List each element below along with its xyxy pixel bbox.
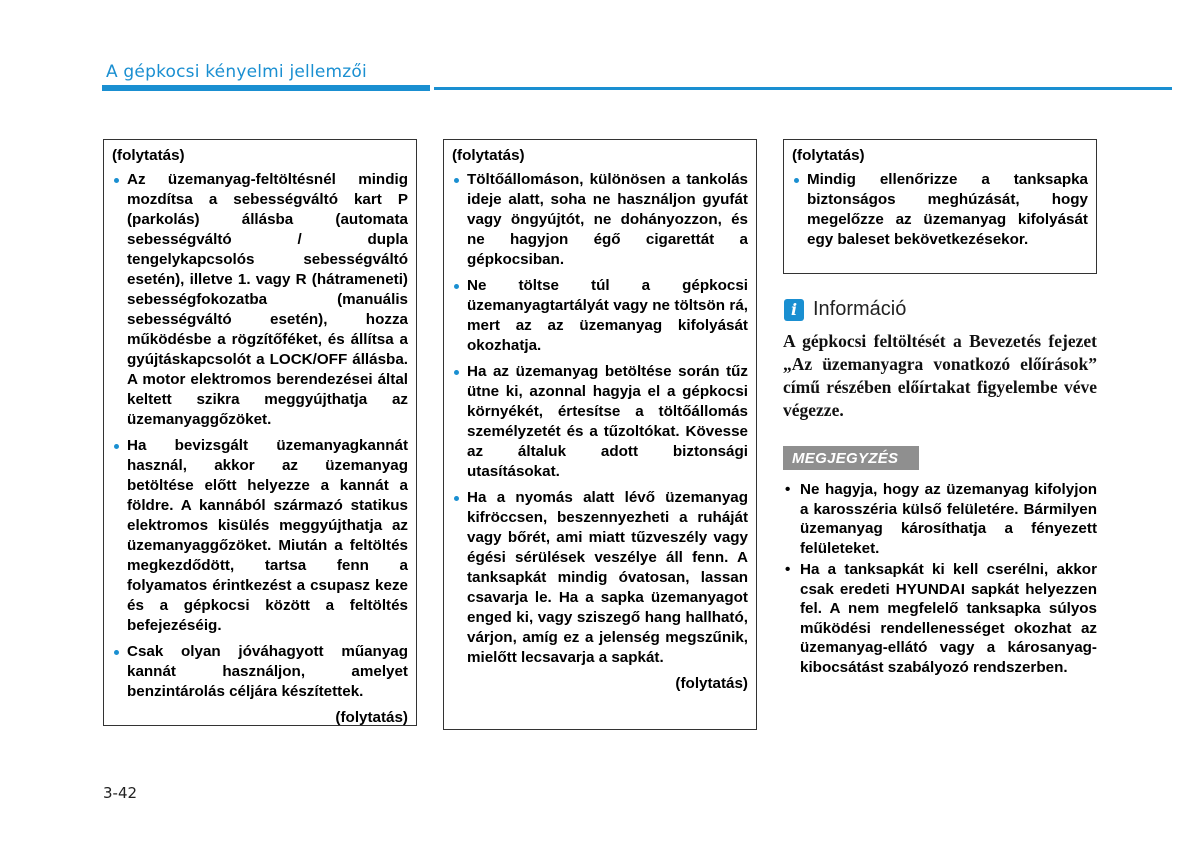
info-title: Információ	[813, 298, 907, 320]
warning-box-3	[783, 139, 1097, 274]
warning-list-1	[112, 170, 408, 702]
section-title: A gépkocsi kényelmi jellemzői	[106, 62, 367, 82]
continued-label-top: (folytatás)	[112, 147, 185, 164]
list-item: Töltőállomáson, különösen a tankolás ideje alatt, soha ne használjon gyufát vagy öngyújtót, ne dohányozzon, és ne hagyjon égő cigarettát a gépkocsiban.	[452, 170, 748, 270]
info-icon: i	[784, 299, 804, 321]
list-item: Ha bevizsgált üzemanyagkannát használ, akkor az üzemanyag betöltése előtt helyezze a kannát a földre. A kannából származó statikus elektromos kisülés meggyújthatja az üzemanyaggőzöket. Miután a feltöltés megkezdődött, tartsa fenn a folyamatos érintkezést a csupasz keze és a gépkocsi között a feltöltés befejezéséig.	[112, 436, 408, 636]
warning-list-3	[792, 170, 1088, 250]
list-item: Csak olyan jóváhagyott műanyag kannát használjon, amelyet benzintárolás céljára készítettek.	[112, 642, 408, 702]
warning-list-2	[452, 170, 748, 668]
list-item: Ha az üzemanyag betöltése során tűz ütne ki, azonnal hagyja el a gépkocsi környékét, értesítse a töltőállomás személyzetét és a tűzoltókat. Kövesse az általuk adott biztonsági utasításokat.	[452, 362, 748, 482]
warning-box-1	[103, 139, 417, 726]
list-item: Ne töltse túl a gépkocsi üzemanyagtartályát vagy ne töltsön rá, mert az az üzemanyag kifolyását okozhatja.	[452, 276, 748, 356]
note-list	[783, 480, 1097, 679]
continued-label-top: (folytatás)	[792, 147, 865, 164]
warning-box-2	[443, 139, 757, 730]
info-text: A gépkocsi feltöltését a Bevezetés fejezet „Az üzemanyagra vonatkozó előírások” című részében előírtakat figyelembe véve végezze.	[783, 331, 1097, 420]
continued-label-bottom: (folytatás)	[335, 709, 408, 726]
list-item: Az üzemanyag-feltöltésnél mindig mozdítsa a sebességváltó kart P (parkolás) állásba (automata sebességváltó / dupla tengelykapcsolós sebességváltó esetén), illetve 1. vagy R (hátrameneti) sebességfokozatba (manuális sebességváltó esetén), hozza működésbe a rögzítőféket, és állítsa a gyújtáskapcsolót a LOCK/OFF állásba. A motor elektromos berendezései által keltett szikra meggyújthatja az üzemanyaggőzöket.	[112, 170, 408, 430]
header-rule-thin	[434, 87, 1172, 90]
info-header	[784, 298, 906, 321]
header-rule-thick	[102, 85, 430, 91]
list-item: Ha a nyomás alatt lévő üzemanyag kifröccsen, beszennyezheti a ruháját vagy bőrét, ami miatt tűzveszély vagy égési sérülések veszélye áll fenn. A tanksapkát mindig óvatosan, lassan csavarja le. Ha a sapka üzemanyagot enged ki, vagy sziszegő hang hallható, várjon, amíg ez a jelenség megszűnik, mielőtt lecsavarja a sapkát.	[452, 488, 748, 668]
note-item: • Ha a tanksapkát ki kell cserélni, akkor csak eredeti HYUNDAI sapkát helyezzen fel. A nem megfelelő tanksapka súlyos működési rendellenességet okozhat az üzemanyag-ellátó vagy a károsanyag-kibocsátást szabályozó rendszerben.	[783, 560, 1097, 677]
list-item: Mindig ellenőrizze a tanksapka biztonságos meghúzását, hogy megelőzze az üzemanyag kifolyását egy baleset bekövetkezésekor.	[792, 170, 1088, 250]
continued-label-top: (folytatás)	[452, 147, 525, 164]
continued-label-bottom: (folytatás)	[675, 675, 748, 692]
page-number: 3-42	[103, 784, 138, 802]
note-badge: MEGJEGYZÉS	[783, 446, 919, 470]
note-item: • Ne hagyja, hogy az üzemanyag kifolyjon a karosszéria külső felületére. Bármilyen üzemanyag károsíthatja a fényezett felületeket.	[783, 480, 1097, 558]
